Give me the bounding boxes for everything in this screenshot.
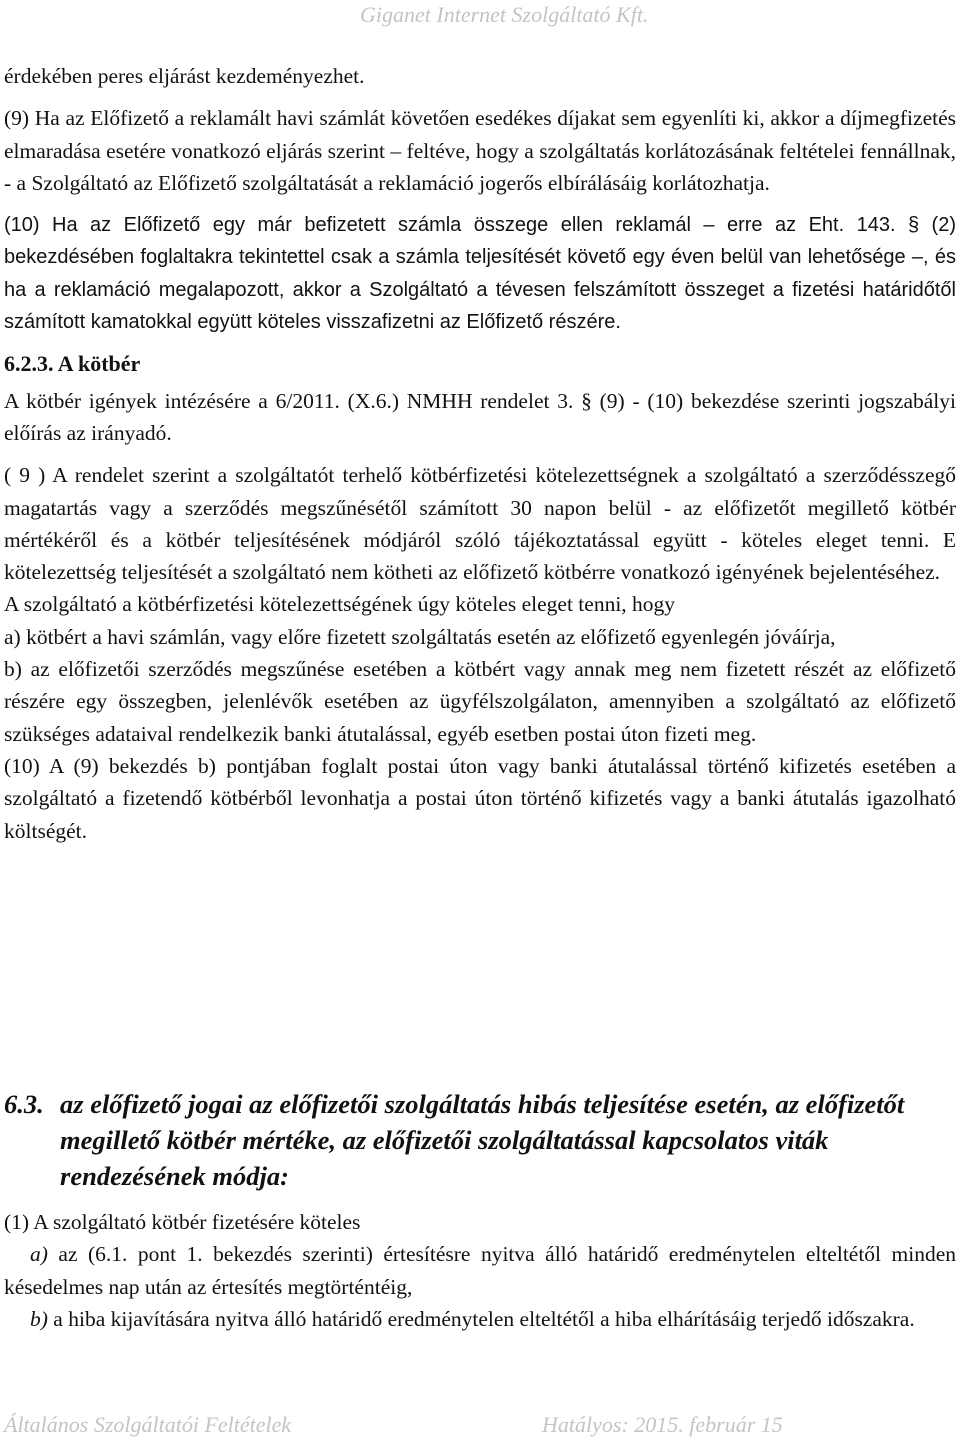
paragraph-penalty-claims: A kötbér igények intézésére a 6/2011. (X.6.) NMHH rendelet 3. § (9) - (10) bekezdése szerinti jogszabályi előírás az irányadó. xyxy=(4,388,956,445)
list-item-a xyxy=(4,1238,956,1303)
paragraph-10-payment-costs: (10) A (9) bekezdés b) pontjában foglalt postai úton vagy banki átutalással történő kifizetés esetében a szolgáltató a fizetendő kötbérből levonhatja a postai úton történő kifizetés vagy a banki átutalás igazolható költségét. xyxy=(4,753,956,843)
list-item-b xyxy=(4,1303,956,1335)
paragraph-continuation: érdekében peres eljárást kezdeményezhet. xyxy=(4,64,365,88)
heading-6-2-3-penalty: 6.2.3. A kötbér xyxy=(4,351,141,377)
list-label-b: b) xyxy=(30,1306,48,1331)
heading-6-3-subscriber-rights xyxy=(4,1086,956,1194)
paragraph-10-complaint-refund: (10) Ha az Előfizető egy már befizetett számla összege ellen reklamál – erre az Eht. 143. § (2) bekezdésében foglaltakra tekintettel csak a számla teljesítését követő egy éven belül van lehetősége –, és ha a reklamáció megalapozott, akkor a Szolgáltató a tévesen felszámított összeget a fizetési határidőtől számított kamatokkal együtt köteles visszafizetni az Előfizető részére. xyxy=(4,214,956,334)
page-footer xyxy=(4,1412,956,1438)
list-label-a: a) xyxy=(30,1242,48,1267)
section-title: az előfizető jogai az előfizetői szolgáltatás hibás teljesítése esetén, az előfizetőt megillető kötbér mértéke, az előfizetői szolgáltatással kapcsolatos viták rendezésének módja: xyxy=(60,1089,905,1191)
page-header-company: Giganet Internet Szolgáltató Kft. xyxy=(360,2,649,27)
footer-effective-date: Hatályos: 2015. február 15 xyxy=(542,1412,783,1437)
list-text-b: a hiba kijavítására nyitva álló határidő eredménytelen elteltétől a hiba elhárításáig terjedő időszakra. xyxy=(47,1306,915,1331)
footer-document-title: Általános Szolgáltatói Feltételek xyxy=(4,1412,292,1437)
list-text-a: az (6.1. pont 1. bekezdés szerinti) értesítésre nyitva álló határidő eredménytelen elteltétől minden késedelmes nap után az értesítés megtörténtéig, xyxy=(4,1242,956,1299)
paragraph-point-a: a) kötbért a havi számlán, vagy előre fizetett szolgáltatás esetén az előfizető egyenlegén jóváírja, xyxy=(4,624,836,649)
document-body xyxy=(4,60,956,847)
paragraph-9-complaint-payment: (9) Ha az Előfizető a reklamált havi számlát követően esedékes díjakat sem egyenlíti ki, akkor a díjmegfizetés elmaradása esetére vonatkozó eljárás szerint – feltéve, hogy a szolgáltatás korlátozásának feltételei fennállnak, - a Szolgáltató az Előfizető szolgáltatását a reklamáció jogerős elbírálásáig korlátozhatja. xyxy=(4,106,956,195)
paragraph-penalty-payment-method: A szolgáltató a kötbérfizetési kötelezettségének úgy köteles eleget tenni, hogy xyxy=(4,592,676,617)
section-number: 6.3. xyxy=(4,1089,44,1119)
section-6-3-body xyxy=(4,1206,956,1335)
paragraph-9-penalty-obligation: ( 9 ) A rendelet szerint a szolgáltatót terhelő kötbérfizetési kötelezettségnek a szolgáltató a szerződésszegő magatartás vagy a szerződés megszűnésétől számított 30 napon belül - az előfizetőt megillető kötbér mértékéről és a kötbér teljesítésének módjáról szóló tájékoztatással együtt - köteles eleget tenni. E kötelezettség teljesítését a szolgáltató nem kötheti az előfizető kötbérre vonatkozó igényének bejelentéséhez. xyxy=(4,463,956,585)
paragraph-1-penalty-due: (1) A szolgáltató kötbér fizetésére köteles xyxy=(4,1210,361,1234)
paragraph-point-b: b) az előfizetői szerződés megszűnése esetében a kötbért vagy annak meg nem fizetett részét az előfizető részére egy összegben, jelenlévők esetében az ügyfélszolgálaton, amennyiben a szolgáltató az előfizető szükséges adataival rendelkezik banki átutalással, egyéb esetben postai úton fizeti meg. xyxy=(4,657,956,746)
